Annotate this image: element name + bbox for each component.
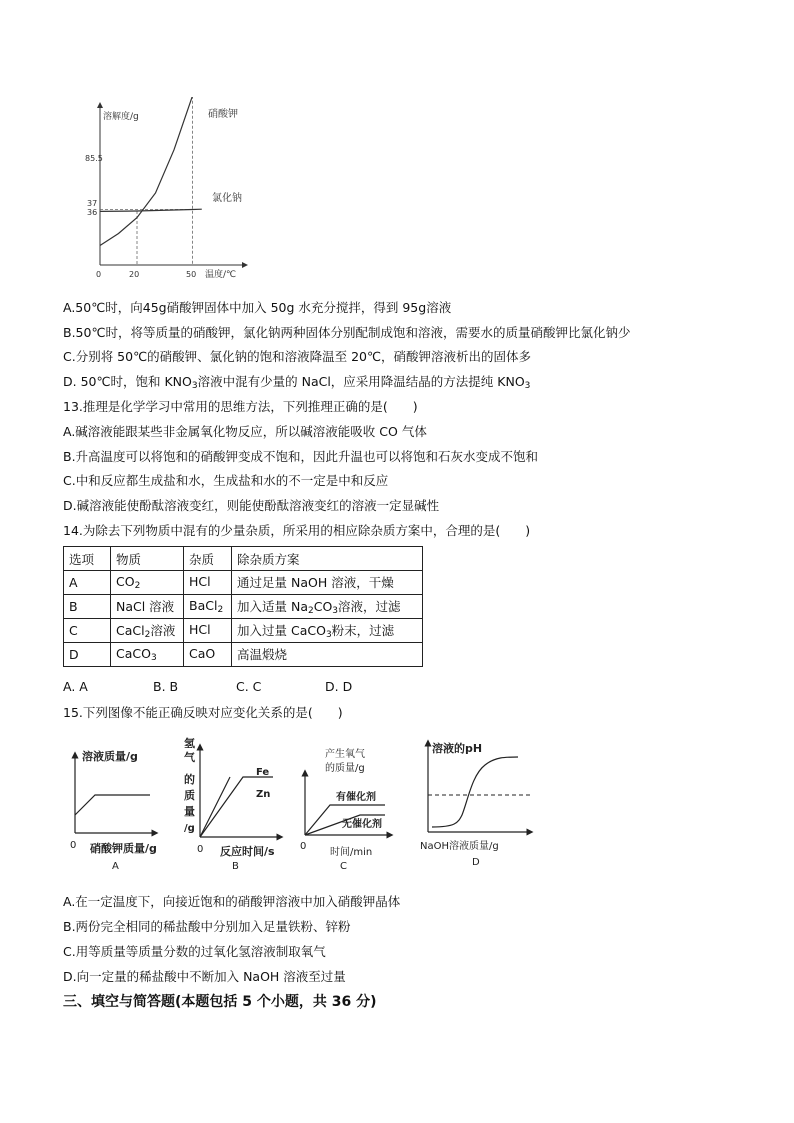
tick-x-20: 20 [129, 270, 140, 279]
graph-a-letter: A [112, 861, 119, 872]
table-cell: 加入适量 $Na_2CO_3$溶液，过滤 [232, 595, 423, 619]
q14-table [63, 546, 423, 667]
table-cell: 加入过量 CaCO$_3$粉末，过滤 [232, 619, 423, 643]
graph-c-y-label-1: 产生氧气 [325, 749, 365, 760]
header-cell: 杂质 [184, 547, 232, 571]
graph-c [300, 747, 390, 872]
graph-b-zn-label: Zn [256, 789, 271, 800]
q12-option-d: D. 50℃时，饱和 $KNO_3$溶液中混有少量的 NaCl，应采用降温结晶的方法提纯 $KNO_3$ [63, 374, 531, 391]
table-row [64, 595, 423, 619]
graph-a-curve [75, 795, 150, 815]
graph-c-y-label-2: 的质量/g [325, 763, 365, 774]
series-label-nacl: 氯化钠 [212, 193, 242, 204]
q15-option-a: A.在一定温度下，向接近饱和的硝酸钾溶液中加入硝酸钾晶体 [63, 894, 401, 909]
q14-choice-c: C. C [236, 679, 262, 694]
q15-stem: 15.下列图像不能正确反映对应变化关系的是( ) [63, 705, 343, 720]
graph-b-y-label-6: /g [184, 823, 195, 834]
graph-b-fe-label: Fe [256, 767, 270, 778]
table-cell: CaCO$_3$ [111, 643, 184, 667]
table-cell: BaCl$_2$ [184, 595, 232, 619]
q13-option-b: B.升高温度可以将饱和的硝酸钾变成不饱和，因此升温也可以将饱和石灰水变成不饱和 [63, 449, 539, 464]
table-cell: CaCl$_2$溶液 [111, 619, 184, 643]
tick-y-36: 36 [87, 208, 98, 217]
x-axis-label: 温度/℃ [205, 270, 237, 280]
graph-a-x-label: 硝酸钾质量/g [90, 842, 157, 855]
graph-d [420, 741, 530, 868]
graph-d-curve [432, 757, 518, 827]
solubility-chart [85, 97, 265, 287]
q14-choice-b: B. B [153, 679, 179, 694]
q13-option-a: A.碱溶液能跟某些非金属氧化物反应，所以碱溶液能吸收 CO 气体 [63, 424, 427, 439]
graph-b-zn-line [200, 777, 230, 837]
graph-b-x-label: 反应时间/s [220, 845, 275, 858]
graph-b-y-label-4: 质 [184, 789, 195, 802]
table-row [64, 619, 423, 643]
q14-stem: 14.为除去下列物质中混有的少量杂质，所采用的相应除杂质方案中，合理的是( ) [63, 523, 531, 538]
tick-x-0: 0 [96, 270, 102, 279]
graph-b-y-label-1: 氢 [184, 737, 195, 750]
table-cell: NaCl 溶液 [111, 595, 184, 619]
q14-choice-a: A. A [63, 679, 88, 694]
q13-option-c: C.中和反应都生成盐和水，生成盐和水的不一定是中和反应 [63, 473, 389, 488]
graph-a-origin: 0 [70, 840, 77, 851]
tick-y-37: 37 [87, 199, 98, 208]
graph-d-letter: D [472, 857, 480, 868]
graph-c-letter: C [340, 861, 347, 872]
q12-option-b: B.50℃时，将等质量的硝酸钾，氯化钠两种固体分别配制成饱和溶液，需要水的质量硝酸钾比氯化钠少 [63, 325, 631, 340]
tick-y-85.5: 85.5 [85, 154, 103, 163]
q14-choice-d: D. D [325, 679, 353, 694]
table-cell: $CO_2$ [111, 571, 184, 595]
header-cell: 除杂质方案 [232, 547, 423, 571]
graph-b-fe-line [200, 777, 273, 837]
table-cell: D [64, 643, 111, 667]
header-cell: 物质 [111, 547, 184, 571]
table-cell: C [64, 619, 111, 643]
graph-c-origin: 0 [300, 841, 307, 852]
graph-a-y-label: 溶液质量/g [82, 750, 138, 763]
table-cell: A [64, 571, 111, 595]
table-cell: B [64, 595, 111, 619]
graph-b-y-label-2: 气 [184, 751, 195, 764]
table-row [64, 571, 423, 595]
tick-x-50: 50 [186, 270, 197, 279]
q13-stem: 13.推理是化学学习中常用的思维方法，下列推理正确的是( ) [63, 399, 418, 414]
graph-c-catalyst-label: 有催化剂 [336, 792, 376, 803]
table-cell: 高温煅烧 [232, 643, 423, 667]
graph-d-y-label: 溶液的pH [432, 742, 483, 755]
q15-option-d: D.向一定量的稀盐酸中不断加入 NaOH 溶液至过量 [63, 969, 346, 984]
q12-option-c: C.分别将 50℃的硝酸钾、氯化钠的饱和溶液降温至 20℃，硝酸钾溶液析出的固体多 [63, 349, 532, 364]
table-header-row [64, 547, 423, 571]
graph-b-origin: 0 [197, 844, 204, 855]
table-cell: HCl [184, 619, 232, 643]
header-cell: 选项 [64, 547, 111, 571]
graph-b-y-label-5: 量 [184, 805, 195, 818]
series-label-kno3: 硝酸钾 [208, 109, 238, 120]
graph-c-x-label: 时间/min [330, 847, 373, 858]
graph-b [184, 736, 280, 872]
q15-option-b: B.两份完全相同的稀盐酸中分别加入足量铁粉、锌粉 [63, 919, 351, 934]
q15-option-c: C.用等质量等质量分数的过氧化氢溶液制取氧气 [63, 944, 326, 959]
table-cell: CaO [184, 643, 232, 667]
q15-graphs [60, 735, 550, 875]
q13-option-d: D.碱溶液能使酚酞溶液变红，则能使酚酞溶液变红的溶液一定显碱性 [63, 498, 440, 513]
graph-b-letter: B [232, 861, 239, 872]
graph-b-y-label-3: 的 [184, 773, 195, 786]
graph-a [70, 749, 157, 872]
table-cell: 通过足量 NaOH 溶液，干燥 [232, 571, 423, 595]
table-row [64, 643, 423, 667]
graph-c-no-catalyst-label: 无催化剂 [342, 819, 382, 830]
q12-option-a: A.50℃时，向45g硝酸钾固体中加入 50g 水充分搅拌，得到 95g溶液 [63, 300, 452, 315]
table-cell: HCl [184, 571, 232, 595]
section-heading: 三、填空与简答题(本题包括 5 个小题，共 36 分) [63, 994, 377, 1010]
graph-d-x-label: NaOH溶液质量/g [420, 841, 499, 852]
y-axis-label: 溶解度/g [103, 112, 139, 122]
